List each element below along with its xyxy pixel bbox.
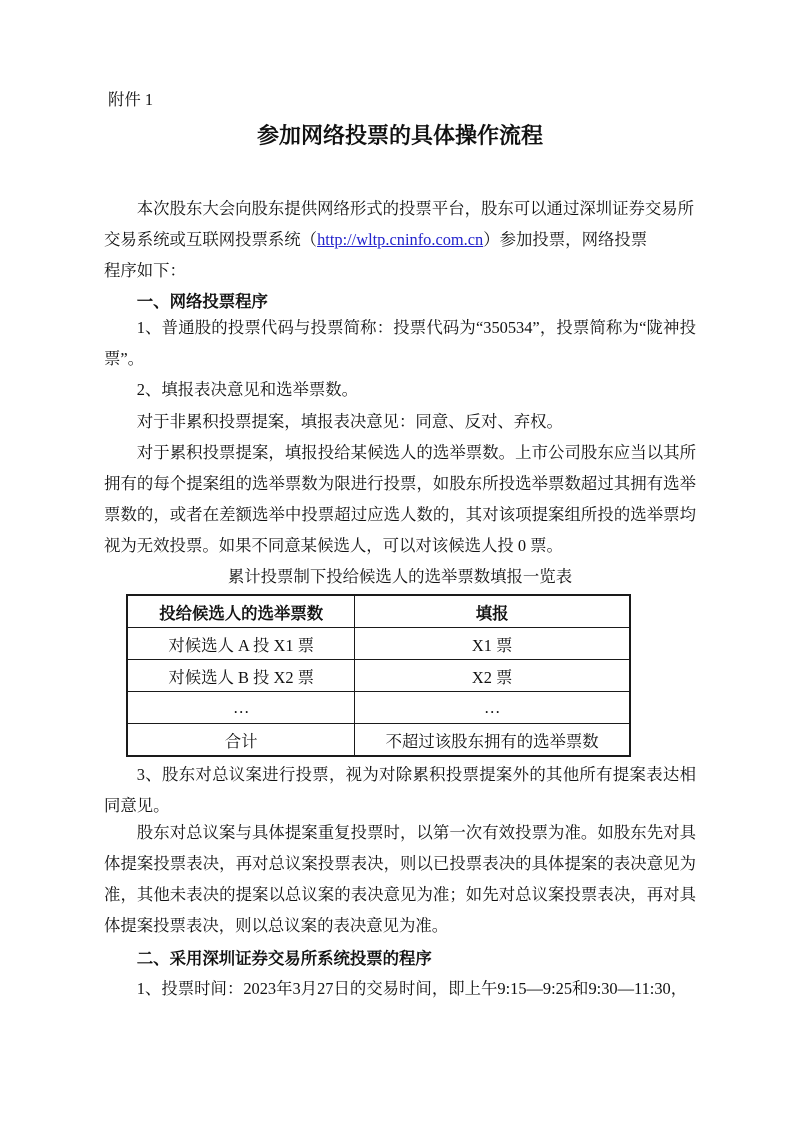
intro-line-2-after: ）参加投票，网络投票 bbox=[483, 230, 648, 249]
table-row-candidate-b bbox=[127, 660, 630, 692]
table-cell: … bbox=[355, 692, 630, 724]
document-content bbox=[104, 0, 696, 1122]
table-cell: 合计 bbox=[127, 724, 355, 757]
table-row-total bbox=[127, 724, 630, 757]
table-cell: 不超过该股东拥有的选举票数 bbox=[355, 724, 630, 757]
intro-line-1: 本次股东大会向股东提供网络形式的投票平台，股东可以通过深圳证券交易所 bbox=[136, 199, 695, 218]
intro-line-3: 程序如下： bbox=[104, 261, 186, 280]
intro-line-2-before: 交易系统或互联网投票系统（ bbox=[104, 230, 318, 249]
table-header-fill: 填报 bbox=[355, 595, 630, 628]
para-general-proposal: 3、股东对总议案进行投票，视为对除累积投票提案外的其他所有提案表达相同意见。 bbox=[104, 765, 696, 815]
voting-website-link[interactable]: http://wltp.cninfo.com.cn bbox=[317, 230, 484, 249]
table-cell: 对候选人 A 投 X1 票 bbox=[127, 628, 355, 660]
table-cell: X2 票 bbox=[355, 660, 630, 692]
intro-paragraph bbox=[104, 193, 696, 286]
intro-line-2 bbox=[104, 224, 696, 255]
table-cell: 对候选人 B 投 X2 票 bbox=[127, 660, 355, 692]
para-vote-code: 1、普通股的投票代码与投票简称：投票代码为“350534”，投票简称为“陇神投票”。 bbox=[104, 318, 696, 368]
table-header-row bbox=[127, 595, 630, 628]
page-title: 参加网络投票的具体操作流程 bbox=[256, 123, 543, 148]
table-caption: 累计投票制下投给候选人的选举票数填报一览表 bbox=[227, 567, 573, 586]
table-cell: X1 票 bbox=[355, 628, 630, 660]
para-vote-time: 1、投票时间：2023年3月27日的交易时间，即上午9:15—9:25和9:30—11:30， bbox=[136, 979, 688, 998]
table-header-votes: 投给候选人的选举票数 bbox=[127, 595, 355, 628]
para-repeat-vote: 股东对总议案与具体提案重复投票时，以第一次有效投票为准。如股东先对具体提案投票表决，再对总议案投票表决，则以已投票表决的具体提案的表决意见为准，其他未表决的提案以总议案的表决意见为准；如先对总议案投票表决，再对具体提案投票表决，则以总议案的表决意见为准。 bbox=[104, 823, 696, 935]
table-cell: … bbox=[127, 692, 355, 724]
cumulative-voting-table bbox=[126, 594, 631, 757]
attachment-label: 附件 1 bbox=[108, 90, 154, 109]
para-cumulative: 对于累积投票提案，填报投给某候选人的选举票数。上市公司股东应当以其所拥有的每个提案组的选举票数为限进行投票，如股东所投选举票数超过其拥有选举票数的，或者在差额选举中投票超过应选人数的，其对该项提案组所投的选举票均视为无效投票。如果不同意某候选人，可以对该候选人投 0 票。 bbox=[104, 443, 696, 555]
para-fill-in: 2、填报表决意见和选举票数。 bbox=[136, 380, 359, 399]
section2-heading: 二、采用深圳证券交易所系统投票的程序 bbox=[136, 949, 432, 968]
section1-heading: 一、网络投票程序 bbox=[136, 292, 268, 311]
table-row-ellipsis bbox=[127, 692, 630, 724]
para-non-cumulative: 对于非累积投票提案，填报表决意见：同意、反对、弃权。 bbox=[136, 412, 563, 431]
table-row-candidate-a bbox=[127, 628, 630, 660]
